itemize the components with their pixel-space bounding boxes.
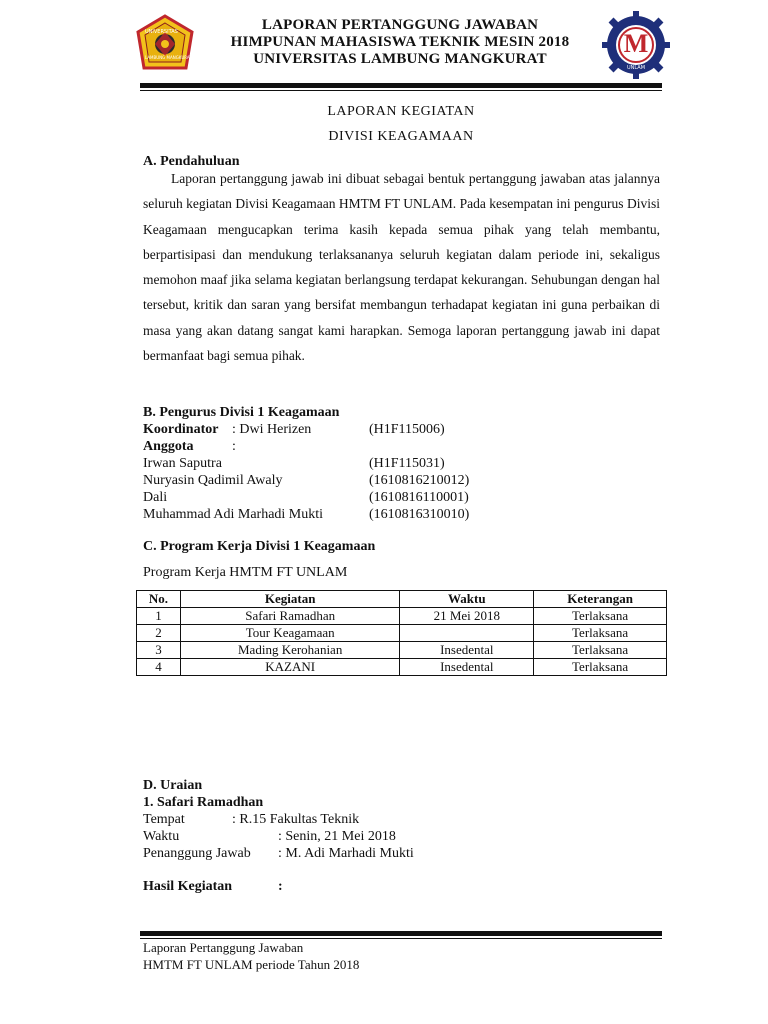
table-cell: Insedental [400,642,534,659]
table-row [137,625,667,642]
table-header-cell: Waktu [400,591,534,608]
member-nim: (H1F115031) [369,456,445,471]
table-cell: 2 [137,625,181,642]
report-subtitle: DIVISI KEAGAMAAN [328,129,474,144]
koordinator-name: : Dwi Herizen [232,422,312,437]
tempat-value: : R.15 Fakultas Teknik [232,812,360,827]
table-row [137,659,667,676]
header-rule-thin [140,90,662,91]
table-header-cell: Keterangan [534,591,667,608]
footer-line-2: HMTM FT UNLAM periode Tahun 2018 [143,957,360,972]
section-b-heading: B. Pengurus Divisi 1 Keagamaan [143,405,340,420]
section-a-paragraph-text: Laporan pertanggung jawab ini dibuat sebagai bentuk pertanggung jawaban atas jalannya seluruh kegiatan Divisi Keagamaan HMTM FT UNLAM. Pada kesempatan ini pengurus Divisi Keagamaan mengucapkan terima kasih kepada semua pihak yang telah membantu, berpartisipasi dan mendukung terlaksananya seluruh kegiatan dalam periode ini, sekaligus memohon maaf jika selama kegiatan berlangsung terdapat kekurangan. Sehubungan dengan hal tersebut, kritik dan saran yang bersifat membangun terhadapat kegiatan ini guna perbaikan di masa yang akan datang sangat kami harapkan. Semoga laporan pertanggung jawab ini dapat bermanfaat bagi semua pihak. [143,171,660,364]
table-cell: Safari Ramadhan [180,608,399,625]
penanggung-jawab-value: : M. Adi Marhadi Mukti [278,846,414,861]
member-nim: (1610816210012) [369,473,470,488]
table-cell: Terlaksana [534,642,667,659]
footer-line-1: Laporan Pertanggung Jawaban [143,940,304,955]
section-c-heading: C. Program Kerja Divisi 1 Keagamaan [143,539,376,554]
table-row [137,642,667,659]
table-cell: Terlaksana [534,625,667,642]
table-cell: 21 Mei 2018 [400,608,534,625]
footer-rule-thick [140,931,662,936]
member-nim: (1610816110001) [369,490,469,505]
program-table-caption: Program Kerja HMTM FT UNLAM [143,565,348,580]
waktu-value: : Senin, 21 Mei 2018 [278,829,396,844]
hmtm-logo-letter: M [623,29,649,58]
table-header-row [137,591,667,608]
table-cell: Mading Kerohanian [180,642,399,659]
university-logo-text-bottom: LAMBUNG MANGKURAT [145,55,192,60]
report-title: LAPORAN KEGIATAN [327,104,475,119]
waktu-label: Waktu [143,829,180,844]
hasil-kegiatan-label: Hasil Kegiatan [143,879,233,894]
section-d-heading: D. Uraian [143,778,203,793]
member-name: Nuryasin Qadimil Awaly [143,473,283,488]
hasil-kegiatan-separator: : [278,879,283,894]
member-name: Dali [143,490,168,505]
table-header-cell: Kegiatan [180,591,399,608]
uraian-item-heading: 1. Safari Ramadhan [143,795,264,810]
koordinator-nim: (H1F115006) [369,422,445,437]
hmtm-logo [601,10,671,80]
section-a-paragraph [143,166,660,368]
table-cell: 3 [137,642,181,659]
koordinator-label: Koordinator [143,422,219,437]
header-rule-thick [140,83,662,88]
header-line-1: LAPORAN PERTANGGUNG JAWABAN [261,17,539,33]
table-cell [400,625,534,642]
member-name: Muhammad Adi Marhadi Mukti [143,507,324,522]
table-cell: Terlaksana [534,608,667,625]
university-logo-text-top: UNIVERSITAS [145,29,178,35]
penanggung-jawab-label: Penanggung Jawab [143,846,251,861]
table-cell: Terlaksana [534,659,667,676]
anggota-label: Anggota [143,439,194,454]
table-header-cell: No. [137,591,181,608]
header-line-2: HIMPUNAN MAHASISWA TEKNIK MESIN 2018 [230,34,570,50]
section-a-heading: A. Pendahuluan [143,154,240,169]
member-name: Irwan Saputra [143,456,222,471]
table-cell: Tour Keagamaan [180,625,399,642]
anggota-separator: : [232,439,236,454]
table-cell: 1 [137,608,181,625]
table-cell: 4 [137,659,181,676]
member-nim: (1610816310010) [369,507,470,522]
tempat-label: Tempat [143,812,185,827]
header-line-3: UNIVERSITAS LAMBUNG MANGKURAT [253,51,547,67]
program-table [136,590,667,676]
table-cell: Insedental [400,659,534,676]
hmtm-logo-text: UNLAM [626,65,646,71]
university-logo [136,14,194,72]
table-row [137,608,667,625]
footer-rule-thin [140,938,662,939]
table-cell: KAZANI [180,659,399,676]
